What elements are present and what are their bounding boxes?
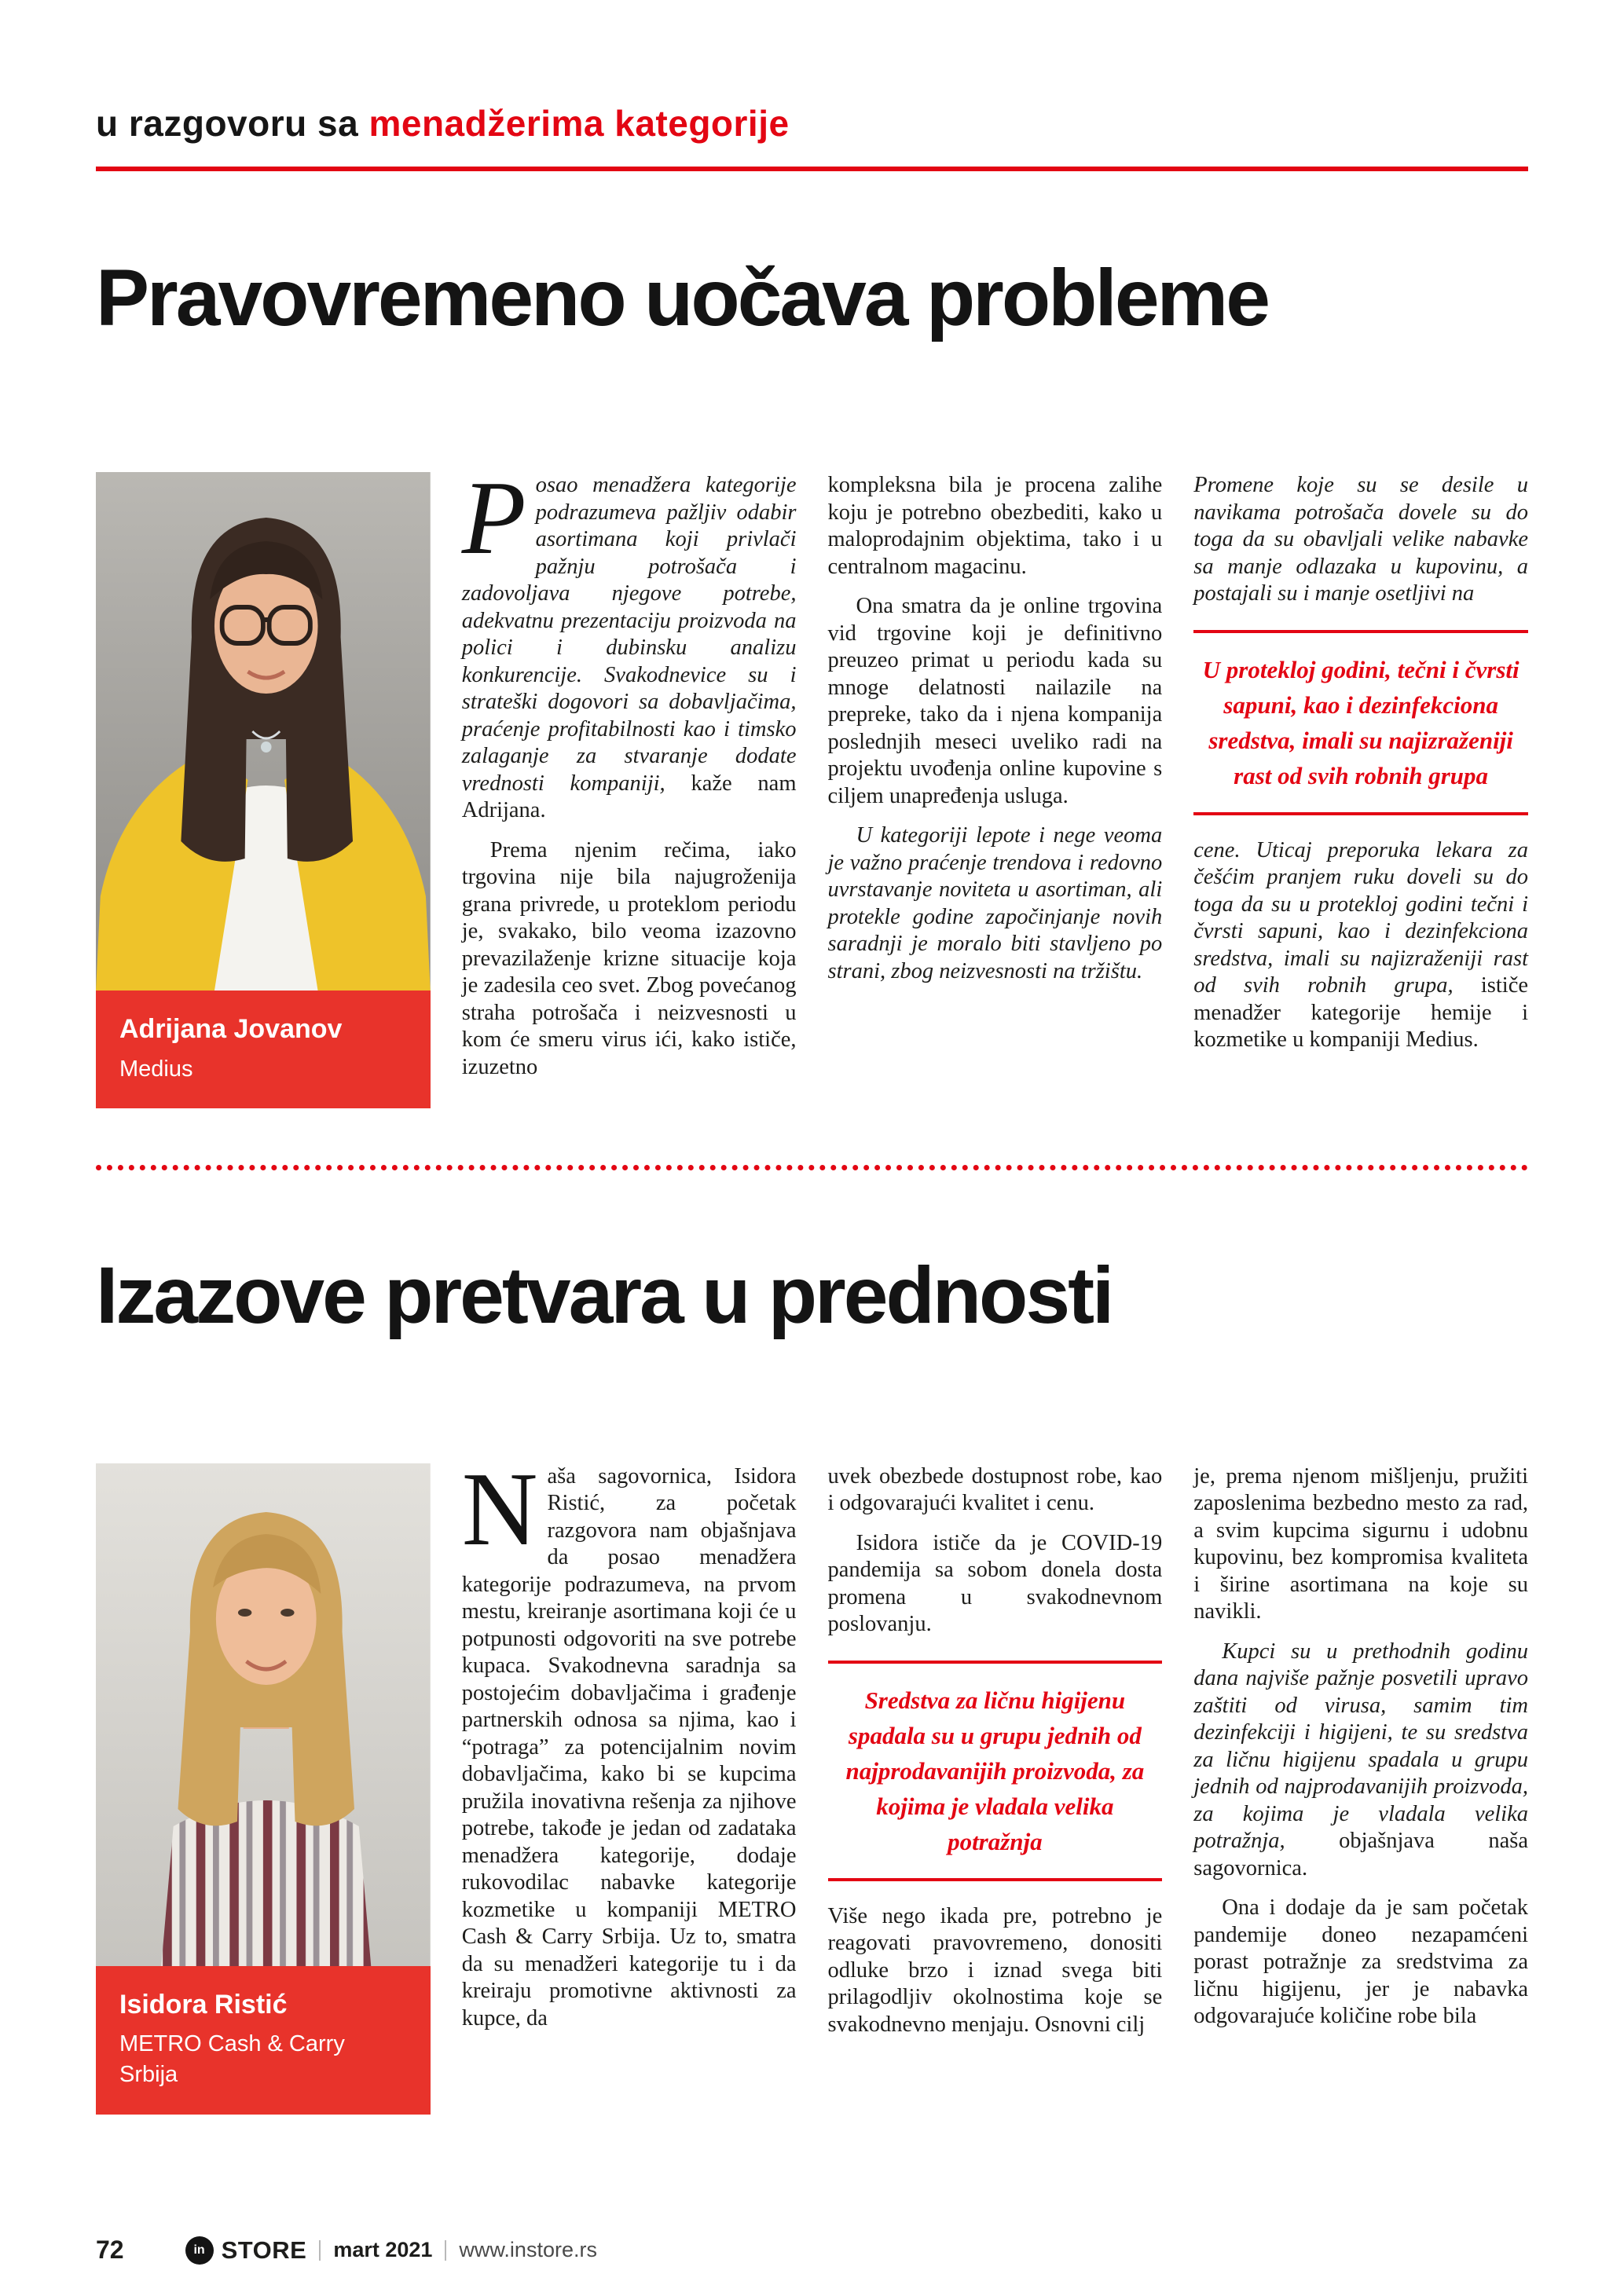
person-company: METRO Cash & Carry Srbija xyxy=(119,2031,345,2088)
paragraph xyxy=(1193,837,1528,1054)
pull-quote: U protekloj godini, tečni i čvrsti sapuni, kao i dezinfekciona sredstva, imali su najizraženiji rast od svih robnih grupa xyxy=(1193,630,1528,815)
paragraph xyxy=(1193,1639,1528,1883)
kicker-text-red: menadžerima kategorije xyxy=(368,103,790,144)
paragraph: Ona i dodaje da je sam početak pandemije doneo nezapamćeni porast potražnje za sredstvima za ličnu higijenu, jer je nabavka odgovarajuće količine robe bila xyxy=(1193,1895,1528,2029)
article1-figure xyxy=(96,472,431,1108)
article1-caption-box xyxy=(96,991,431,1108)
article1-column-1 xyxy=(461,460,797,1108)
store-logo-text: STORE xyxy=(221,2236,307,2264)
paragraph-segment: aša sagovornica, Isidora Ristić, za početak razgovora nam objašnjava da posao menadžera kategorije podrazumeva, na prvom mestu, kreiranje asortimana koji će u potpunosti odgovoriti na sve potrebe kupaca. Svakodnevna saradnja sa postojećim dobavljačima i građenje partnerskih odnosa sa njima, kao i “potraga” za potencijalnim novim dobavljačima, kako bi se kupcima pružila inovativna rešenja za njihove potrebe, takođe je jedan od zadataka menadžera kategorije, dodaje rukovodilac nabavke kategorije kozmetike u kompaniji METRO Cash & Carry Srbija. Uz to, smatra da su menadžeri kategorije tu i da kreiraju promotivne aktivnosti za kupce, da xyxy=(461,1463,797,2031)
paragraph-segment: cene. Uticaj preporuka lekara za češćim pranjem ruku doveli su do toga da su u protekloj godini tečni i čvrsti sapuni, kao i dezinfekciona sredstva, imali su najizraženiji rast od svih robnih grupa, xyxy=(1193,837,1528,998)
article1-body xyxy=(96,460,1528,1108)
paragraph-segment: ističe menadžer kategorije hemije i kozmetike u kompaniji Medius. xyxy=(1193,973,1528,1053)
pull-quote: Sredstva za ličnu higijenu spadala su u grupu jednih od najprodavanijih proizvoda, za kojima je vladala velika potražnja xyxy=(828,1661,1163,1881)
kicker-text-black: u razgovoru sa xyxy=(96,103,369,144)
paragraph: Promene koje su se desile u navikama potrošača dovele su do toga da su obavljali velike nabavke sa manje odlazaka u kupovinu, a postajali su i manje osetljivi na xyxy=(1193,473,1528,606)
website-url: www.instore.rs xyxy=(459,2238,597,2261)
page-footer xyxy=(96,2236,1528,2265)
issue-date: mart 2021 xyxy=(333,2238,433,2261)
footer-divider xyxy=(445,2240,446,2261)
portrait-isidora-ristic xyxy=(96,1463,431,1966)
instore-logo-icon: in xyxy=(185,2236,214,2265)
person-name: Adrijana Jovanov xyxy=(119,1014,343,1045)
article2-column-1 xyxy=(461,1450,797,2115)
article2-column-2 xyxy=(828,1463,1163,2115)
paragraph-segment: osao menadžera kategorije podrazumeva pažljiv odabir asortimana koji privlači pažnju potrošača i zadovoljava njegove potrebe, adekvatnu prezentaciju proizvoda na polici i dubinsku analizu konkurencije. Svakodnevice su i strateški dogovori sa dobavljačima, praćenje profitabilnosti kao i timsko zalaganje za stvaranje dodate vrednosti kompaniji, xyxy=(461,473,797,796)
paragraph: Više nego ikada pre, potrebno je reagovati pravovremeno, donositi odluke brzo i iznad svega biti prilagodljiv okolnostima koje se svakodnevno menjaju. Osnovni cilj xyxy=(827,1903,1163,2037)
section-kicker xyxy=(96,0,1528,145)
portrait-adrijana-jovanov xyxy=(96,472,431,991)
paragraph-segment: objašnjava naša sagovornica. xyxy=(1193,1829,1528,1880)
article1-column-2 xyxy=(828,472,1163,1108)
store-logo xyxy=(185,2236,597,2265)
drop-cap: N xyxy=(461,1450,538,1567)
article2-column-3 xyxy=(1193,1463,1528,2115)
paragraph: Ona smatra da je online trgovina vid trgovine koji je definitivno preuzeo primat u periodu kada su mnoge delatnosti nailazile na prepreke, tako da i njena kompanija poslednjih meseci uveliko radi na projektu uvođenja online kupovine s ciljem unapređenja usluga. xyxy=(827,594,1163,808)
paragraph: Prema njenim rečima, iako trgovina nije bila najugroženija grana privrede, u proteklom periodu je, svakako, bilo veoma izazovno prevazilaženje krizne situacije koja je zadesila ceo svet. Zbog povećanog straha potrošača i neizvesnosti u kom će smeru virus ići, kako ističe, izuzetno xyxy=(461,837,797,1079)
page-number: 72 xyxy=(96,2236,124,2264)
drop-cap: P xyxy=(461,460,526,577)
paragraph xyxy=(461,1450,797,2033)
person-company: Medius xyxy=(119,1056,193,1082)
dotted-separator xyxy=(96,1165,1528,1170)
article2-caption-box xyxy=(96,1966,431,2115)
red-rule xyxy=(96,167,1528,171)
paragraph xyxy=(461,460,797,825)
article2-figure xyxy=(96,1463,431,2115)
paragraph: Isidora ističe da je COVID-19 pandemija sa sobom donela dosta promena u svakodnevnom poslovanju. xyxy=(827,1530,1163,1637)
article1-column-3 xyxy=(1193,472,1528,1108)
paragraph-segment: Kupci su u prethodnih godinu dana najviše pažnje posvetili upravo zaštiti od virusa, samim tim dezinfekciji i higijeni, te su sredstva za ličnu higijenu spadala u grupu jednih od najprodavanijih proizvoda, za kojima je vladala velika potražnja, xyxy=(1193,1639,1528,1854)
paragraph: U kategoriji lepote i nege veoma je važno praćenje trendova i redovno uvrstavanje noviteta u asortiman, ali protekle godine započinjanje novih saradnji je moralo biti stavljeno po strani, zbog neizvesnosti na tržištu. xyxy=(827,823,1163,983)
paragraph: uvek obezbede dostupnost robe, kao i odgovarajući kvalitet i cenu. xyxy=(827,1463,1163,1516)
paragraph: je, prema njenom mišljenju, pružiti zaposlenima bezbedno mesto za rad, a svim kupcima sigurnu i udobnu kupovinu, bez kompromisa kvaliteta i širine asortimana na koje su navikli. xyxy=(1193,1463,1528,1624)
footer-divider xyxy=(319,2240,321,2261)
paragraph: kompleksna bila je procena zalihe koju je potrebno obezbediti, kako u maloprodajnim objektima, tako i u centralnom magacinu. xyxy=(827,473,1163,579)
article1-title: Pravovremeno uočava probleme xyxy=(96,253,1268,342)
article2-body xyxy=(96,1450,1528,2115)
paragraph-segment: kaže nam Adrijana. xyxy=(461,771,797,823)
article2-title: Izazove pretvara u prednosti xyxy=(96,1250,1113,1340)
person-name: Isidora Ristić xyxy=(119,1989,288,2020)
